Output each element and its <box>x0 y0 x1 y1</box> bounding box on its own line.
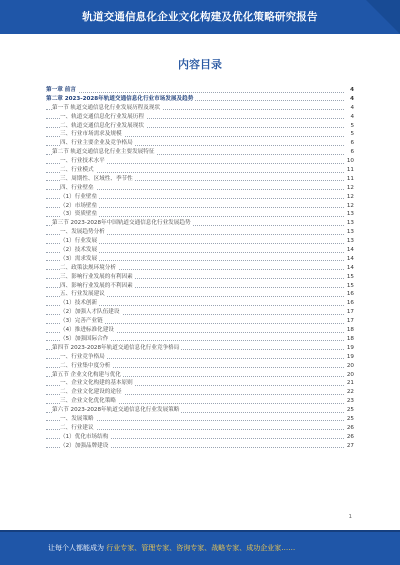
toc-entry-label: 二、行业集中度分析 <box>60 362 111 369</box>
toc-entry-page: 20 <box>346 371 354 378</box>
toc-entry-label: （1）行业壁垒 <box>60 193 98 200</box>
toc-entry-label: 三、周期性、区域性、季节性 <box>60 175 133 182</box>
toc-entry-page: 14 <box>346 247 354 254</box>
toc-entry[interactable] <box>46 228 354 237</box>
toc-entry-label: （1）优化市场结构 <box>60 433 109 440</box>
toc-entry-page: 18 <box>346 327 354 334</box>
toc-entry-page: 16 <box>346 300 354 307</box>
toc-entry-label: （1）行业发展 <box>60 238 98 245</box>
toc-entry-page: 13 <box>346 220 354 227</box>
toc-entry-page: 12 <box>346 184 354 191</box>
toc-entry-label: （3）需求发展 <box>60 255 98 262</box>
toc-entry-label: 第一章 前言 <box>46 87 76 93</box>
toc-entry-page: 4 <box>350 87 354 93</box>
footer-stripe <box>0 530 400 532</box>
toc-entry[interactable] <box>46 95 354 104</box>
toc-entry-page: 17 <box>346 309 354 316</box>
toc-entry-page: 26 <box>346 424 354 431</box>
toc-entry[interactable] <box>46 219 354 228</box>
toc-entry[interactable] <box>46 157 354 166</box>
toc-entry[interactable] <box>46 388 354 397</box>
toc-entry[interactable] <box>46 406 354 415</box>
toc-entry-label: 四、行业主要企业及竞争格局 <box>60 140 133 147</box>
report-title: 轨道交通信息化企业文化构建及优化策略研究报告 <box>82 11 318 23</box>
toc-entry-label: 一、发展策略 <box>60 415 94 422</box>
toc-entry-label: 一、行业竞争格局 <box>60 353 105 360</box>
toc-entry[interactable] <box>46 130 354 139</box>
slogan-prefix: 让每个人都能成为 <box>48 544 104 552</box>
toc-entry[interactable] <box>46 237 354 246</box>
toc-entry-page: 5 <box>350 131 354 138</box>
toc-entry-page: 15 <box>346 273 354 280</box>
toc-entry[interactable] <box>46 184 354 193</box>
toc-entry-page: 13 <box>346 211 354 218</box>
toc-entry-page: 21 <box>346 380 354 387</box>
toc-entry-page: 19 <box>346 353 354 360</box>
toc-entry[interactable] <box>46 148 354 157</box>
toc-entry-label: 第五节 企业文化构建与优化 <box>52 371 121 378</box>
toc-entry-label: 五、行业发展建议 <box>60 291 105 298</box>
toc-entry[interactable] <box>46 255 354 264</box>
toc-entry-label: 第六节 2023-2028年轨道交通信息化行业发展策略 <box>52 407 180 414</box>
toc-entry-page: 25 <box>346 407 354 414</box>
toc-entry-label: （2）加强人才队伍建设 <box>60 309 120 316</box>
toc-entry[interactable] <box>46 308 354 317</box>
footer-slogan <box>48 543 295 553</box>
toc-entry[interactable] <box>46 175 354 184</box>
toc-entry-label: 三、影响行业发展的有利因素 <box>60 273 133 280</box>
toc-entry-label: 三、行业市场需求及规模 <box>60 131 122 138</box>
toc-entry-label: 二、轨道交通信息化行业发展现状 <box>60 122 144 129</box>
toc-entry-page: 27 <box>346 442 354 449</box>
toc-entry[interactable] <box>46 353 354 362</box>
toc-entry[interactable] <box>46 246 354 255</box>
leader-dots <box>46 92 344 93</box>
toc-entry[interactable] <box>46 122 354 131</box>
toc-entry[interactable] <box>46 424 354 433</box>
toc-entry-page: 4 <box>350 104 354 111</box>
toc-entry-page: 6 <box>350 149 354 156</box>
toc-entry-label: 三、企业文化优化策略 <box>60 398 116 405</box>
toc-entry-page: 26 <box>346 433 354 440</box>
toc-entry-label: 二、行业模式 <box>60 167 94 174</box>
toc-entry-label: 第一节 轨道交通信息化行业发展历程及现状 <box>52 104 161 111</box>
toc-entry-label: 四、行业壁垒 <box>60 184 94 191</box>
toc-entry[interactable] <box>46 442 354 451</box>
toc-entry-page: 14 <box>346 255 354 262</box>
toc-entry-page: 12 <box>346 202 354 209</box>
toc-entry[interactable] <box>46 335 354 344</box>
toc-entry-page: 12 <box>346 193 354 200</box>
toc-entry-label: 第四节 2023-2028年轨道交通信息化行业竞争格局 <box>52 344 180 351</box>
toc-entry-label: 第二章 2023-2028年轨道交通信息化行业市场发展及趋势 <box>46 95 194 102</box>
toc-entry-label: 一、行业技术水平 <box>60 158 105 165</box>
toc-entry[interactable] <box>46 379 354 388</box>
toc-entry-page: 15 <box>346 282 354 289</box>
page-header <box>0 0 400 34</box>
slogan-highlight: 行业专家、管理专家、咨询专家、战略专家、成功企业家…… <box>106 544 296 552</box>
toc-entry-label: 一、发展趋势分析 <box>60 229 105 236</box>
toc-entry[interactable] <box>46 344 354 353</box>
toc-entry[interactable] <box>46 86 354 95</box>
toc-entry-page: 10 <box>346 158 354 165</box>
toc-entry[interactable] <box>46 371 354 380</box>
toc-entry[interactable] <box>46 362 354 371</box>
toc-entry-page: 22 <box>346 389 354 396</box>
toc-entry-label: （1）技术创新 <box>60 300 98 307</box>
toc-entry[interactable] <box>46 210 354 219</box>
toc-entry-page: 13 <box>346 238 354 245</box>
toc-entry-label: （3）资质壁垒 <box>60 211 98 218</box>
toc-entry-page: 23 <box>346 398 354 405</box>
toc-entry-label: 二、行业建议 <box>60 424 94 431</box>
toc-entry-label: （3）完善产业链 <box>60 318 103 325</box>
toc-entry-page: 17 <box>346 318 354 325</box>
toc-entry[interactable] <box>46 415 354 424</box>
toc-entry[interactable] <box>46 104 354 113</box>
toc-entry[interactable] <box>46 113 354 122</box>
toc-entry[interactable] <box>46 273 354 282</box>
toc-entry[interactable] <box>46 397 354 406</box>
toc-entry[interactable] <box>46 317 354 326</box>
table-of-contents <box>46 86 354 451</box>
toc-entry-page: 6 <box>350 140 354 147</box>
toc-entry-label: （2）技术发展 <box>60 247 98 254</box>
toc-entry-label: 第三节 2023-2028年中国轨道交通信息化行业发展趋势 <box>52 220 191 227</box>
toc-entry-page: 4 <box>350 95 354 102</box>
toc-entry[interactable] <box>46 139 354 148</box>
toc-entry-page: 19 <box>346 344 354 351</box>
toc-entry-label: 二、企业文化建设的途径 <box>60 389 122 396</box>
toc-entry-page: 11 <box>346 175 354 182</box>
toc-entry[interactable] <box>46 282 354 291</box>
toc-entry[interactable] <box>46 326 354 335</box>
toc-entry-page: 5 <box>350 122 354 129</box>
toc-entry-label: 一、企业文化构建的基本原则 <box>60 380 133 387</box>
toc-entry-label: 二、政策法规环境分析 <box>60 264 116 271</box>
toc-entry-page: 25 <box>346 415 354 422</box>
toc-entry-label: （5）加强国际合作 <box>60 335 109 342</box>
toc-entry-label: （2）市场壁垒 <box>60 202 98 209</box>
toc-entry-page: 14 <box>346 264 354 271</box>
page-number: 1 <box>348 514 352 520</box>
toc-entry[interactable] <box>46 202 354 211</box>
toc-entry-page: 4 <box>350 113 354 120</box>
page-footer <box>0 530 400 565</box>
toc-entry-page: 11 <box>346 167 354 174</box>
toc-entry[interactable] <box>46 264 354 273</box>
toc-entry-page: 18 <box>346 335 354 342</box>
toc-entry[interactable] <box>46 193 354 202</box>
toc-entry-label: （4）推进标准化建设 <box>60 327 114 334</box>
toc-entry[interactable] <box>46 290 354 299</box>
toc-entry-label: 第二节 轨道交通信息化行业主要发展特征 <box>52 149 155 156</box>
toc-entry-page: 20 <box>346 362 354 369</box>
toc-entry-page: 16 <box>346 291 354 298</box>
toc-entry[interactable] <box>46 166 354 175</box>
toc-entry-page: 13 <box>346 229 354 236</box>
toc-entry-label: 四、影响行业发展的不利因素 <box>60 282 133 289</box>
toc-entry-label: （2）加强品牌建设 <box>60 442 109 449</box>
toc-heading: 内容目录 <box>178 58 222 71</box>
toc-entry[interactable] <box>46 299 354 308</box>
toc-entry-label: 一、轨道交通信息化行业发展历程 <box>60 113 144 120</box>
toc-entry[interactable] <box>46 433 354 442</box>
